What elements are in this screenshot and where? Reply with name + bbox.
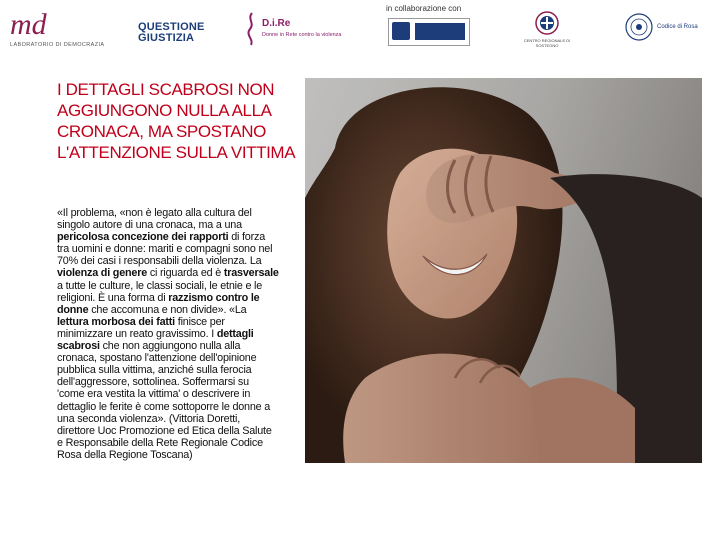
body-bold-run: pericolosa concezione dei rapporti <box>57 231 229 244</box>
body-text-run: finisce per minimizzare un reato gravissimo. I <box>57 315 225 340</box>
body-text-run: ci riguarda ed è <box>147 267 224 280</box>
regional-seal-icon <box>624 12 654 42</box>
md-logo-subtitle: LABORATORIO DI DEMOCRAZIA <box>10 42 105 48</box>
body-text-run: a tutte le culture, le classi sociali, le etnie e le religioni. È una forma di <box>57 279 263 304</box>
body-bold-run: dettagli scabrosi <box>57 327 254 353</box>
article-title: I DETTAGLI SCABROSI NON AGGIUNGONO NULLA ALLA CRONACA, MA SPOSTANO L'ATTENZIONE SULLA VITTIMA <box>57 80 296 162</box>
article-body <box>57 207 279 461</box>
questione-giustizia-logo <box>138 22 238 48</box>
body-bold-run: trasversale <box>223 267 279 280</box>
codice-rosa-logo <box>624 12 716 52</box>
body-text-run: che non aggiungono nulla alla cronaca, spostano l'attenzione dell'opinione pubblica sulla vittima, anziché sulla ferocia dell'aggressore, sottolinea. Soffermarsi su 'come era vestita la vittima' o descrivere in dettaglio le ferite è come sottoporre le donne a una seconda violenza». (Vittoria Doretti, direttore Uoc Promozione ed Etica della Salute e Responsabile della Rete Regionale Codice Rosa della Regione Toscana) <box>57 340 272 461</box>
cross-seal-icon <box>512 10 582 36</box>
codice-rosa-text: Codice di Rosa <box>657 24 698 30</box>
partner-badge-logo <box>388 18 470 46</box>
md-logo <box>10 10 120 50</box>
uoc-logo <box>512 10 582 50</box>
body-text-run: «Il problema, «non è legato alla cultura del singolo autore di una cronaca, ma a una <box>57 207 252 232</box>
md-logo-mark: md <box>10 8 47 41</box>
dire-symbol-icon <box>246 12 256 46</box>
body-bold-run: violenza di genere <box>57 267 148 280</box>
woman-covering-face-photo <box>305 78 702 463</box>
qg-logo-line1: QUESTIONE <box>138 21 205 33</box>
dire-logo-name: D.i.Re <box>262 18 291 29</box>
dire-logo-tagline: Donne in Rete contro la violenza <box>262 32 342 38</box>
body-text-run: che accomuna e non divide». «La <box>88 303 247 316</box>
uoc-logo-text: CENTRO REGIONALE DI SOSTEGNO <box>523 38 571 48</box>
dire-logo <box>246 12 356 48</box>
article-photo <box>305 78 702 463</box>
body-bold-run: razzismo contro le donne <box>57 291 260 316</box>
badge-text-block <box>415 23 465 40</box>
qg-logo-line2: GIUSTIZIA <box>138 32 195 44</box>
emblem-icon <box>392 22 410 40</box>
header-logos <box>0 0 720 60</box>
body-text-run: di forza tra uomini e donne: mariti e compagni sono nel 70% dei casi i responsabili della violenza. La <box>57 231 273 268</box>
body-bold-run: lettura morbosa dei fatti <box>57 315 175 328</box>
collaboration-label: in collaborazione con <box>386 4 462 13</box>
